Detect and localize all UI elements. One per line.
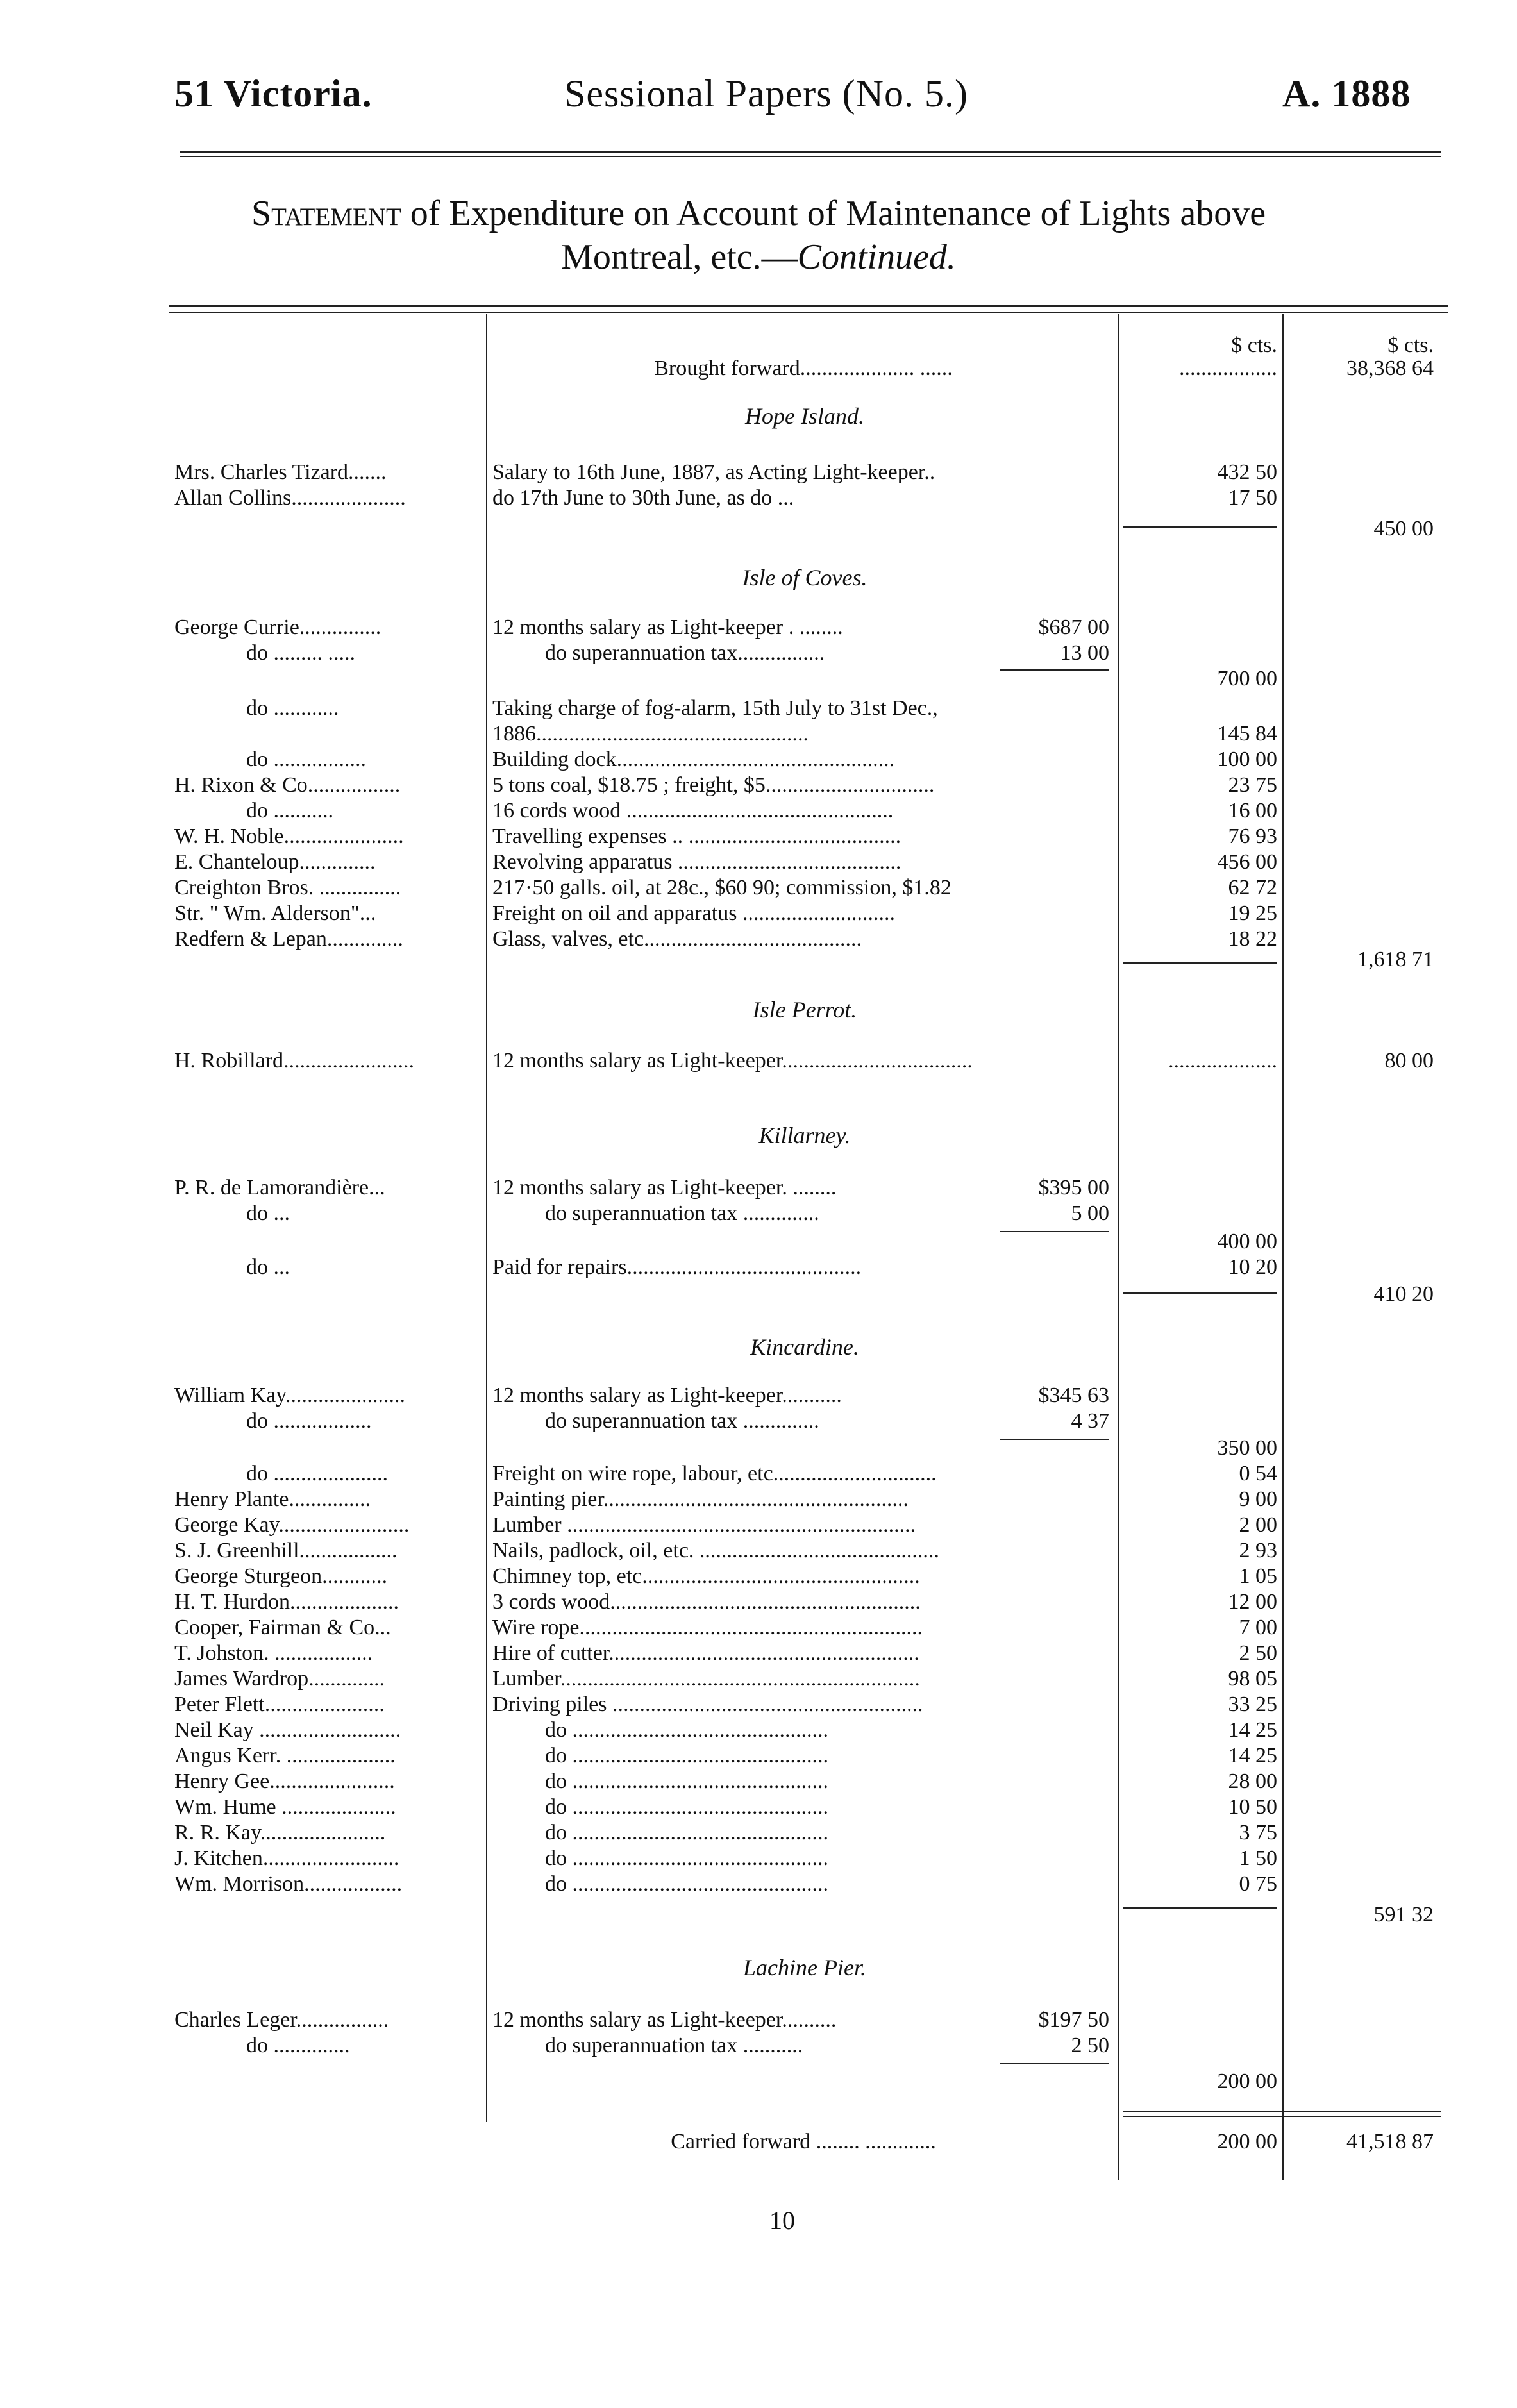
description: 5 tons coal, $18.75 ; freight, $5...............................	[492, 773, 935, 797]
table-row	[0, 2069, 1517, 2098]
section-total: 80 00	[1384, 1049, 1434, 1073]
description: do superannuation tax ...........	[545, 2034, 803, 2057]
description: 3 cords wood.........................................................	[492, 1590, 921, 1614]
description: do ...............................................	[545, 1872, 828, 1896]
description: Driving piles .........................................................	[492, 1693, 923, 1716]
table-row	[0, 1436, 1517, 1464]
table-row	[0, 1564, 1517, 1593]
payee: Charles Leger.................	[174, 2008, 389, 2032]
sub-amount: 13 00	[1060, 641, 1109, 665]
payee: George Currie...............	[174, 615, 381, 639]
carried-forward-row	[0, 2130, 1517, 2158]
table-row	[0, 1769, 1517, 1798]
description: Salary to 16th June, 1887, as Acting Light-keeper..	[492, 460, 935, 484]
table-row	[0, 1616, 1517, 1644]
payee: George Kay........................	[174, 1513, 410, 1537]
section-total: 450 00	[1373, 517, 1434, 540]
table-row	[0, 722, 1517, 750]
amount: 432 50	[1217, 460, 1277, 484]
payee: Redfern & Lepan..............	[174, 927, 403, 951]
payee: H. Rixon & Co.................	[174, 773, 401, 797]
amount: 9 00	[1239, 1487, 1277, 1511]
amount: 14 25	[1228, 1744, 1277, 1768]
payee: do ............	[246, 696, 339, 720]
header-center: Sessional Papers (No. 5.)	[564, 72, 968, 115]
table-row	[0, 1718, 1517, 1746]
description: Taking charge of fog-alarm, 15th July to 31st Dec.,	[492, 696, 938, 720]
table-row	[0, 1872, 1517, 1900]
payee: do ...	[246, 1201, 290, 1225]
total-column-head: $ cts.	[1387, 333, 1434, 357]
table-row	[0, 1539, 1517, 1567]
section-isle-perrot: Isle Perrot.	[752, 997, 857, 1023]
carried-forward-label: Carried forward ........ .............	[671, 2130, 936, 2153]
table-row	[0, 1513, 1517, 1541]
page-title	[0, 192, 1517, 235]
description: Glass, valves, etc........................................	[492, 927, 862, 951]
table-row	[0, 824, 1517, 853]
table-row	[0, 1795, 1517, 1823]
description: Building dock...................................................	[492, 748, 895, 771]
description: 12 months salary as Light-keeper...........	[492, 1384, 842, 1407]
amount: 100 00	[1217, 748, 1277, 771]
amount: 16 00	[1228, 799, 1277, 823]
section-total-row	[0, 517, 1517, 545]
payee: S. J. Greenhill..................	[174, 1539, 398, 1562]
amount: 0 54	[1239, 1462, 1277, 1485]
amount: 28 00	[1228, 1769, 1277, 1793]
brought-forward-row	[0, 356, 1517, 385]
description: do ...............................................	[545, 1846, 828, 1870]
description: 12 months salary as Light-keeper . ........	[492, 615, 843, 639]
table-top-rule	[169, 305, 1448, 307]
table-row	[0, 696, 1517, 724]
brought-forward-total: 38,368 64	[1346, 356, 1434, 380]
payee: Wm. Hume .....................	[174, 1795, 396, 1819]
amount: 145 84	[1217, 722, 1277, 746]
payee: do ..............	[246, 2034, 350, 2057]
sub-amount: 2 50	[1071, 2034, 1109, 2057]
amount: 2 00	[1239, 1513, 1277, 1537]
description: do ...............................................	[545, 1718, 828, 1742]
amount: 33 25	[1228, 1693, 1277, 1716]
amount: 12 00	[1228, 1590, 1277, 1614]
table-row	[0, 2008, 1517, 2036]
description: Paid for repairs...........................................	[492, 1255, 862, 1279]
table-row	[0, 1255, 1517, 1283]
description: Wire rope...............................................................	[492, 1616, 923, 1639]
payee: do .....................	[246, 1462, 388, 1485]
amount: 18 22	[1228, 927, 1277, 951]
carried-forward-rule-2	[1123, 2116, 1441, 2117]
description: 16 cords wood .................................................	[492, 799, 894, 823]
amount: 19 25	[1228, 901, 1277, 925]
amount: 3 75	[1239, 1821, 1277, 1844]
table-row	[0, 667, 1517, 695]
payee: R. R. Kay.......................	[174, 1821, 386, 1844]
payee: Peter Flett......................	[174, 1693, 385, 1716]
payee: J. Kitchen.........................	[174, 1846, 399, 1870]
amount: 200 00	[1217, 2069, 1277, 2093]
description: Travelling expenses .. .......................................	[492, 824, 901, 848]
title-caps: Statement	[251, 194, 401, 233]
table-row	[0, 486, 1517, 514]
amount: 350 00	[1217, 1436, 1277, 1460]
description: do ...............................................	[545, 1795, 828, 1819]
payee: Mrs. Charles Tizard.......	[174, 460, 387, 484]
amount: 1 05	[1239, 1564, 1277, 1588]
description: Hire of cutter.........................................................	[492, 1641, 919, 1665]
payee: Str. " Wm. Alderson"...	[174, 901, 376, 925]
amount: 0 75	[1239, 1872, 1277, 1896]
amount-column-head: $ cts.	[1231, 333, 1277, 357]
section-total-row	[0, 1282, 1517, 1310]
payee: H. Robillard........................	[174, 1049, 414, 1073]
carried-forward-total: 41,518 87	[1346, 2130, 1434, 2153]
sub-amount: $197 50	[1038, 2008, 1109, 2032]
section-total: 410 20	[1373, 1282, 1434, 1306]
table-row	[0, 1590, 1517, 1618]
payee: Henry Gee.......................	[174, 1769, 395, 1793]
amount: 10 20	[1228, 1255, 1277, 1279]
amount: 2 50	[1239, 1641, 1277, 1665]
table-row	[0, 1049, 1517, 1077]
section-kincardine: Kincardine.	[750, 1334, 859, 1360]
table-row	[0, 850, 1517, 878]
brought-forward-amount: ..................	[1179, 356, 1277, 380]
payee: James Wardrop..............	[174, 1667, 385, 1691]
amount: 10 50	[1228, 1795, 1277, 1819]
description: do superannuation tax................	[545, 641, 825, 665]
payee: H. T. Hurdon....................	[174, 1590, 399, 1614]
section-total-row	[0, 1903, 1517, 1931]
payee: Wm. Morrison..................	[174, 1872, 403, 1896]
title-line2: Montreal, etc.—	[561, 237, 798, 277]
amount: 17 50	[1228, 486, 1277, 510]
payee: W. H. Noble......................	[174, 824, 404, 848]
table-row	[0, 1641, 1517, 1669]
description: do superannuation tax ..............	[545, 1201, 819, 1225]
payee: E. Chanteloup..............	[174, 850, 376, 874]
header-rule-thin	[180, 156, 1441, 157]
table-row	[0, 1821, 1517, 1849]
payee: Creighton Bros. ...............	[174, 876, 401, 899]
payee: George Sturgeon............	[174, 1564, 388, 1588]
payee: Cooper, Fairman & Co...	[174, 1616, 391, 1639]
description: do ...............................................	[545, 1769, 828, 1793]
description: Nails, padlock, oil, etc. ............................................	[492, 1539, 939, 1562]
table-row	[0, 1667, 1517, 1695]
payee: P. R. de Lamorandière...	[174, 1176, 385, 1200]
payee: do .................	[246, 748, 366, 771]
description: Painting pier........................................................	[492, 1487, 909, 1511]
amount: 14 25	[1228, 1718, 1277, 1742]
carried-forward-amount: 200 00	[1217, 2130, 1277, 2153]
description: 12 months salary as Light-keeper...................................	[492, 1049, 973, 1073]
sub-amount: 4 37	[1071, 1409, 1109, 1433]
page-number: 10	[769, 2206, 795, 2235]
table-row	[0, 460, 1517, 489]
table-row	[0, 1693, 1517, 1721]
amount: 400 00	[1217, 1230, 1277, 1253]
amount: 7 00	[1239, 1616, 1277, 1639]
description: do superannuation tax ..............	[545, 1409, 819, 1433]
table-row	[0, 1409, 1517, 1437]
header-right: A. 1888	[1282, 72, 1411, 115]
sub-amount: $345 63	[1038, 1384, 1109, 1407]
title-line2-italic: Continued.	[797, 237, 956, 277]
section-killarney: Killarney.	[758, 1123, 851, 1148]
payee: do ......... .....	[246, 641, 355, 665]
table-row	[0, 1846, 1517, 1875]
description: do ...............................................	[545, 1821, 828, 1844]
amount: 98 05	[1228, 1667, 1277, 1691]
table-row	[0, 1462, 1517, 1490]
table-row	[0, 2034, 1517, 2062]
amount: 1 50	[1239, 1846, 1277, 1870]
amount: 2 93	[1239, 1539, 1277, 1562]
table-row	[0, 901, 1517, 930]
amount: 700 00	[1217, 667, 1277, 690]
table-row	[0, 1744, 1517, 1772]
description: 12 months salary as Light-keeper..........	[492, 2008, 837, 2032]
section-total: 1,618 71	[1357, 948, 1434, 971]
sub-amount: 5 00	[1071, 1201, 1109, 1225]
table-top-rule-thin	[169, 312, 1448, 313]
brought-forward-label: Brought forward..................... ......	[654, 356, 953, 380]
sub-amount: $687 00	[1038, 615, 1109, 639]
payee: Allan Collins.....................	[174, 486, 406, 510]
header-left: 51 Victoria.	[174, 72, 373, 115]
amount: ....................	[1168, 1049, 1277, 1073]
description: Chimney top, etc...................................................	[492, 1564, 920, 1588]
table-row	[0, 1176, 1517, 1204]
title-line1: of Expenditure on Account of Maintenance of Lights above	[401, 194, 1266, 233]
description: Freight on wire rope, labour, etc..............................	[492, 1462, 937, 1485]
description: Revolving apparatus .........................................	[492, 850, 901, 874]
amount: 76 93	[1228, 824, 1277, 848]
amount: 23 75	[1228, 773, 1277, 797]
payee: William Kay......................	[174, 1384, 405, 1407]
description: Lumber ................................................................	[492, 1513, 916, 1537]
payee: Henry Plante...............	[174, 1487, 371, 1511]
table-row	[0, 748, 1517, 776]
description: 12 months salary as Light-keeper. ........	[492, 1176, 837, 1200]
description: Freight on oil and apparatus ............................	[492, 901, 895, 925]
header-rule	[180, 151, 1441, 153]
sub-amount: $395 00	[1038, 1176, 1109, 1200]
table-row	[0, 876, 1517, 904]
section-total: 591 32	[1373, 1903, 1434, 1927]
table-row	[0, 1384, 1517, 1412]
table-row	[0, 1230, 1517, 1258]
section-isle-of-coves: Isle of Coves.	[742, 565, 867, 590]
section-hope-island: Hope Island.	[745, 403, 864, 429]
payee: T. Johston. ..................	[174, 1641, 373, 1665]
page-title-line2	[0, 236, 1517, 278]
section-lachine-pier: Lachine Pier.	[743, 1955, 866, 1980]
table-row	[0, 615, 1517, 644]
table-row	[0, 799, 1517, 827]
payee: do ..................	[246, 1409, 372, 1433]
description: 217·50 galls. oil, at 28c., $60 90; commission, $1.82	[492, 876, 951, 899]
sub-rule	[1000, 2063, 1109, 2064]
table-row	[0, 1201, 1517, 1230]
payee: do ...	[246, 1255, 290, 1279]
payee: do ...........	[246, 799, 333, 823]
payee: Angus Kerr. ....................	[174, 1744, 396, 1768]
description: Lumber..................................................................	[492, 1667, 920, 1691]
amount: 62 72	[1228, 876, 1277, 899]
table-row	[0, 1487, 1517, 1516]
description: 1886..................................................	[492, 722, 809, 746]
description: do 17th June to 30th June, as do ...	[492, 486, 794, 510]
description: do ...............................................	[545, 1744, 828, 1768]
table-row	[0, 773, 1517, 801]
section-total-row	[0, 948, 1517, 976]
table-row	[0, 641, 1517, 669]
amount: 456 00	[1217, 850, 1277, 874]
payee: Neil Kay ..........................	[174, 1718, 401, 1742]
carried-forward-rule	[1123, 2111, 1441, 2112]
